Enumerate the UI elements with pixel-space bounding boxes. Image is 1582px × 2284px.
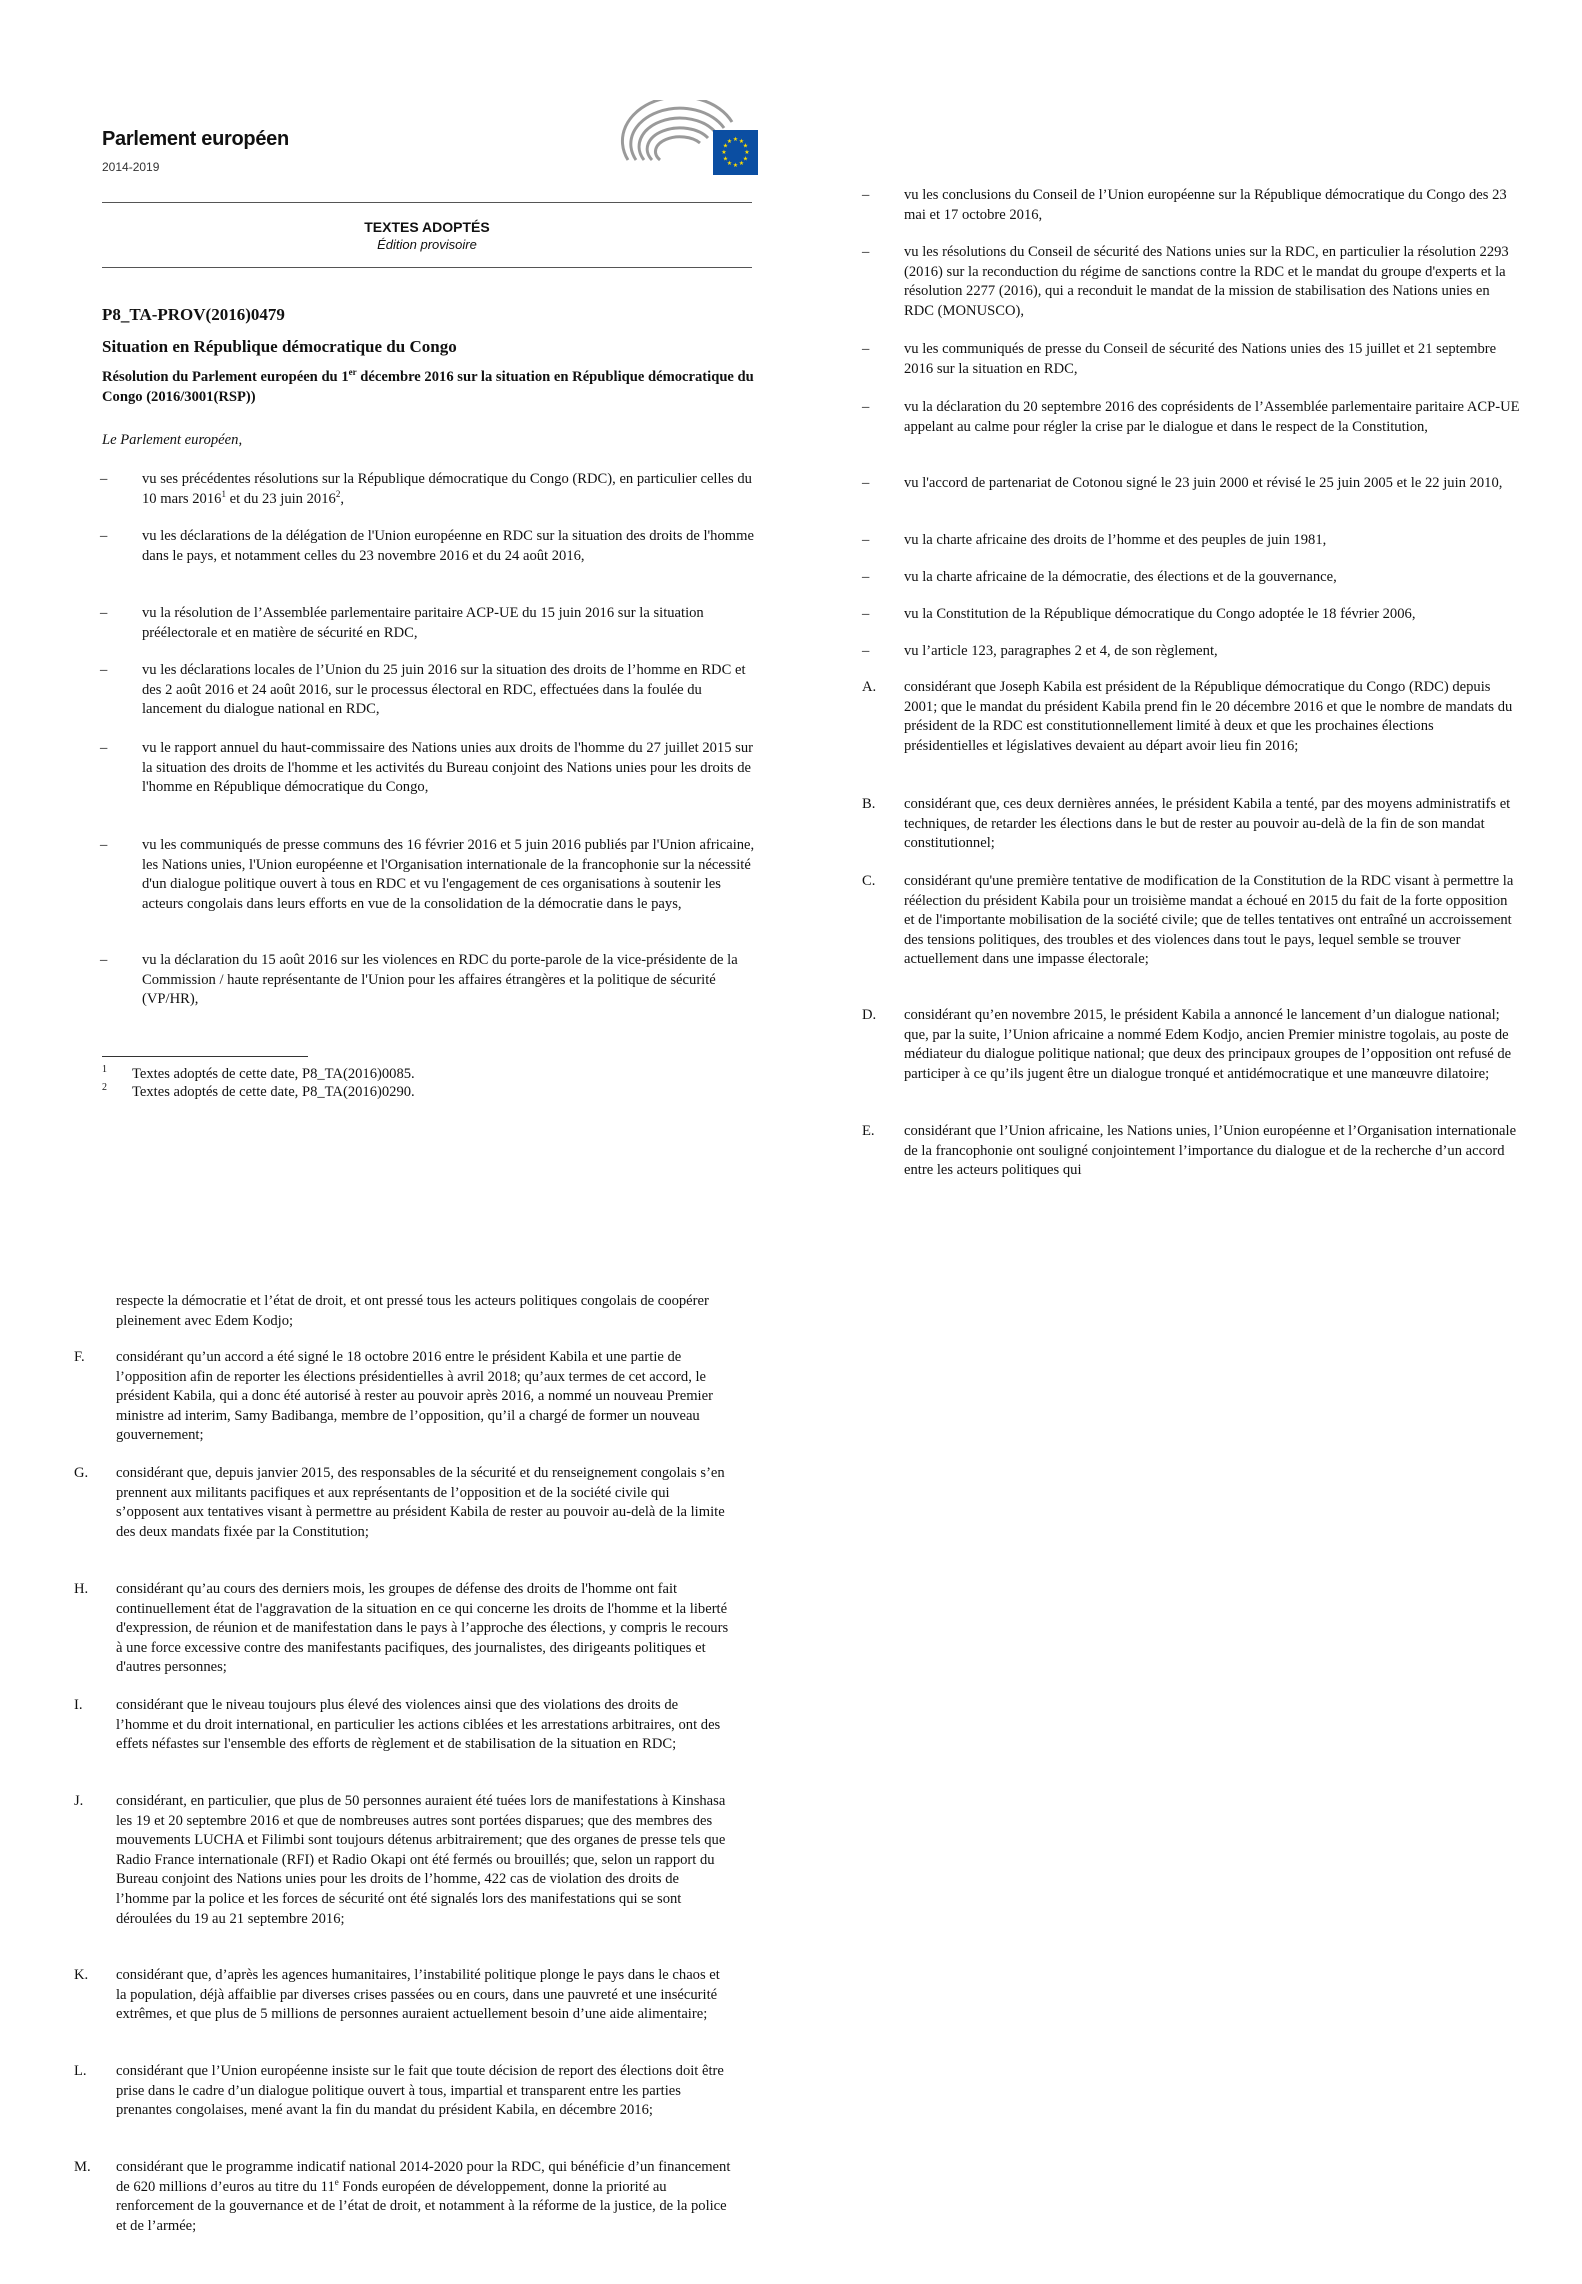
recital-text: considérant que, depuis janvier 2015, des responsables de la sécurité et du renseignement congolais s’en prennent aux militants pacifiques et aux représentants de l’opposition et de la société civile qui s’opposent aux tentatives visant à permettre au président Kabila de rester au pouvoir au-delà de la limite des deux mandats fixée par la Constitution;	[116, 1465, 725, 1540]
svg-text:★: ★	[742, 155, 749, 163]
footnote-separator	[102, 1056, 308, 1057]
recital-text: considérant que, ces deux dernières années, le président Kabila a tenté, par des moyens administratifs et techniques, de retarder les élections dans le but de rester au pouvoir au-delà de la fin de son mandat constitutionnel;	[904, 796, 1511, 852]
svg-text:★: ★	[742, 142, 749, 150]
header-divider-top	[102, 202, 752, 203]
subtitle-part-2: décembre 2016 sur la situation en République démocratique du Congo (2016/3001(RSP))	[102, 369, 754, 405]
citation-dash: –	[100, 837, 108, 853]
recital-label: C.	[862, 873, 876, 889]
recital-text: considérant que le niveau toujours plus élevé des violences ainsi que des violations des droits de l’homme et du droit international, en particulier les actions ciblées et les arrestations arbitraires, ont des effets néfastes sur l'ensemble des efforts de règlement et de stabilisation de la situation en RDC;	[116, 1697, 721, 1753]
citation-text: vu la résolution de l’Assemblée parlementaire paritaire ACP-UE du 15 juin 2016 sur la situation préélectorale et en matière de sécurité en RDC,	[142, 605, 704, 641]
document-subtitle	[102, 368, 762, 407]
recital-text: considérant que, d’après les agences humanitaires, l’instabilité politique plonge le pays dans le chaos et la population, déjà affaiblie par diverses crises passées ou en cours, dans une pauvreté et une insécurité extrêmes, et que plus de 5 millions de personnes auraient actuellement besoin d’une aide alimentaire;	[116, 1967, 720, 2023]
citation-text: vu le rapport annuel du haut-commissaire des Nations unies aux droits de l'homme du 27 juillet 2015 sur la situation des droits de l'homme et les activités du Bureau conjoint des Nations unies pour les droits de l'homme en République démocratique du Congo,	[142, 740, 753, 796]
eu-flag-icon	[713, 130, 758, 175]
citation-text-part: vu ses précédentes résolutions sur la République démocratique du Congo (RDC), en particulier celles du 10 mars 2016	[142, 471, 752, 507]
citation-dash: –	[100, 605, 108, 621]
citation-text: vu les déclarations de la délégation de l'Union européenne en RDC sur la situation des droits de l'homme dans le pays, et notamment celles du 23 novembre 2016 et du 24 août 2016,	[142, 528, 754, 564]
parliamentary-term: 2014-2019	[102, 160, 160, 174]
citation-dash: –	[862, 475, 870, 491]
citation-text	[142, 470, 762, 509]
recital-label: I.	[74, 1697, 83, 1713]
citation-text: vu les déclarations locales de l’Union du 25 juin 2016 sur la situation des droits de l’homme en RDC et des 2 août 2016 et 24 août 2016, sur le processus électoral en RDC, effectuées dans la foulée du lancement du dialogue national en RDC,	[142, 662, 746, 718]
citation-dash: –	[100, 952, 108, 968]
recital-text: considérant, en particulier, que plus de 50 personnes auraient été tuées lors de manifestations à Kinshasa les 19 et 20 septembre 2016 et que de nombreuses autres sont portées disparues; que des membres des mouvements LUCHA et Filimbi sont toujours détenus arbitrairement; que des organes de presse tels que Radio France internationale (RFI) et Radio Okapi ont été fermés ou brouillés; que, selon un rapport du Bureau conjoint des Nations unies pour les droits de l’homme, 422 cas de violation des droits de l’homme par la police et les forces de sécurité ont été signalés lors des manifestations qui se sont déroulées du 19 au 21 septembre 2016;	[116, 1793, 726, 1927]
recital-label: L.	[74, 2063, 87, 2079]
recital-text-part: considérant que le programme indicatif national 2014-2020 pour la RDC, qui bénéficie d’un financement de 620 millions d’euros au titre du 11	[116, 2159, 731, 2195]
subtitle-part-1: Résolution du Parlement européen du 1	[102, 369, 349, 385]
citation-text: vu la charte africaine des droits de l’homme et des peuples de juin 1981,	[904, 532, 1327, 548]
svg-text:★: ★	[726, 160, 733, 167]
header-divider-bottom	[102, 267, 752, 268]
svg-text:★: ★	[732, 162, 739, 169]
svg-text:★: ★	[738, 138, 745, 145]
citation-dash: –	[862, 606, 870, 622]
citation-text: vu la déclaration du 20 septembre 2016 des coprésidents de l’Assemblée parlementaire paritaire ACP-UE appelant au calme pour régler la crise par le dialogue et dans le respect de la Constitution,	[904, 399, 1520, 435]
recital-text: considérant que Joseph Kabila est président de la République démocratique du Congo (RDC) depuis 2001; que le mandat du président Kabila prend fin le 20 décembre 2016 et que le nombre de mandats du président de la RDC est constitutionnellement limité à deux et que les prochaines élections présidentielles et législatives devaient au départ avoir lieu fin 2016;	[904, 679, 1513, 754]
svg-text:★: ★	[738, 160, 745, 167]
footnote-text: Textes adoptés de cette date, P8_TA(2016)0085.	[132, 1066, 415, 1082]
recital-text: considérant qu’au cours des derniers mois, les groupes de défense des droits de l'homme ont fait continuellement état de l'aggravation de la situation en ce qui concerne les droits de l'homme et la liberté d'expression, de réunion et de manifestation dans le pays à l’approche des élections, y compris le recours à une force excessive contre des manifestants pacifiques, des journalistes, des dirigeants politiques et d'autres personnes;	[116, 1581, 729, 1676]
recital-label: A.	[862, 679, 877, 695]
svg-text:★: ★	[732, 136, 739, 143]
citation-dash: –	[862, 643, 870, 659]
citation-dash: –	[862, 532, 870, 548]
footnote-number: 2	[102, 1082, 107, 1093]
svg-text:★: ★	[726, 138, 733, 145]
svg-text:★: ★	[722, 142, 729, 150]
citation-dash: –	[100, 662, 108, 678]
citation-text: vu la Constitution de la République démocratique du Congo adoptée le 18 février 2006,	[904, 606, 1416, 622]
recital-label: J.	[74, 1793, 84, 1809]
recital-text: considérant que l’Union africaine, les Nations unies, l’Union européenne et l’Organisation internationale de la francophonie ont souligné conjointement l’importance du dialogue et de la recherche d’un accord entre les acteurs politiques qui	[904, 1123, 1517, 1179]
footnote-ref-2[interactable]: 2	[335, 488, 341, 499]
citation-text: vu l’article 123, paragraphes 2 et 4, de son règlement,	[904, 643, 1218, 659]
edition-label: Édition provisoire	[377, 237, 477, 252]
recital-superscript: e	[334, 2176, 339, 2187]
citation-dash: –	[100, 740, 108, 756]
recital-text	[116, 2158, 732, 2236]
citation-dash: –	[862, 341, 870, 357]
citation-text: vu l'accord de partenariat de Cotonou signé le 23 juin 2000 et révisé le 25 juin 2005 et le 22 juin 2010,	[904, 475, 1503, 491]
recital-text-part: Fonds européen de développement, donne la priorité au renforcement de la gouvernance et de l’état de droit, et notamment à la réforme de la justice, de la police et de l’armée;	[116, 2178, 727, 2234]
citation-text: vu les conclusions du Conseil de l’Union européenne sur la République démocratique du Congo des 23 mai et 17 octobre 2016,	[904, 187, 1507, 223]
recital-text: considérant qu'une première tentative de modification de la Constitution de la RDC visant à permettre la réélection du président Kabila pour un troisième mandat a échoué en 2015 du fait de la forte opposition et de l'importante mobilisation de la société civile; que de telles tentatives ont entraîné un accroissement des tensions politiques, des troubles et des violences dans tout le pays, lequel semble se trouver actuellement dans une impasse électorale;	[904, 873, 1514, 968]
citation-text: vu les communiqués de presse du Conseil de sécurité des Nations unies des 15 juillet et 21 septembre 2016 sur la situation en RDC,	[904, 341, 1497, 377]
citation-text: vu la déclaration du 15 août 2016 sur les violences en RDC du porte-parole de la vice-présidente de la Commission / haute représentante de l'Union pour les affaires étrangères et la politique de sécurité (VP/HR),	[142, 952, 738, 1008]
document-type: TEXTES ADOPTÉS	[364, 219, 490, 235]
institution-name: Parlement européen	[102, 128, 289, 150]
citation-text: vu les communiqués de presse communs des 16 février 2016 et 5 juin 2016 publiés par l'Union africaine, les Nations unies, l'Union européenne et l'Organisation internationale de la francophonie sur la nécessité d'un dialogue politique ouvert à tous en RDC et vu l'engagement de ces organisations à soutenir les acteurs congolais dans leurs efforts en vue de la consolidation de la démocratie dans le pays,	[142, 837, 755, 912]
recital-label: F.	[74, 1349, 85, 1365]
document-reference: P8_TA-PROV(2016)0479	[102, 305, 285, 324]
recital-text: considérant que l’Union européenne insiste sur le fait que toute décision de report des élections doit être prise dans le cadre d’un dialogue politique ouvert à tous, impartial et transparent entre les parties prenantes congolaises, mené avant la fin du mandat du président Kabila, en décembre 2016;	[116, 2063, 724, 2119]
citation-dash: –	[100, 528, 108, 544]
recital-label: B.	[862, 796, 876, 812]
citation-text-part: ,	[340, 490, 344, 507]
recital-text: considérant qu’en novembre 2015, le président Kabila a annoncé le lancement d’un dialogue national; que, par la suite, l’Union africaine a nommé Edem Kodjo, ancien Premier ministre togolais, au poste de médiateur du dialogue politique national; que deux des principaux groupes de l’opposition ont refusé de participer à ce qu’ils jugent être un dialogue tronqué et antidémocratique et une manœuvre dilatoire;	[904, 1007, 1512, 1082]
citation-dash: –	[100, 471, 108, 487]
svg-text:★: ★	[744, 149, 750, 156]
svg-text:★: ★	[721, 149, 727, 156]
citation-dash: –	[862, 187, 870, 203]
subtitle-superscript: er	[348, 367, 357, 378]
footnote-text: Textes adoptés de cette date, P8_TA(2016)0290.	[132, 1084, 415, 1100]
footnote-number: 1	[102, 1064, 107, 1075]
recital-label: K.	[74, 1967, 89, 1983]
recital-label: H.	[74, 1581, 89, 1597]
intro-line: Le Parlement européen,	[102, 432, 243, 448]
recital-label: G.	[74, 1465, 89, 1481]
european-parliament-logo	[620, 100, 760, 178]
citation-dash: –	[862, 244, 870, 260]
recital-E-continuation: respecte la démocratie et l’état de droit, et ont pressé tous les acteurs politiques congolais de coopérer pleinement avec Edem Kodjo;	[116, 1293, 709, 1329]
citation-text: vu la charte africaine de la démocratie, des élections et de la gouvernance,	[904, 569, 1337, 585]
svg-text:★: ★	[722, 155, 729, 163]
citation-text-part: et du 23 juin 2016	[225, 490, 336, 507]
document-title: Situation en République démocratique du Congo	[102, 337, 457, 356]
recital-label: D.	[862, 1007, 877, 1023]
citation-dash: –	[862, 569, 870, 585]
footnote-ref-1[interactable]: 1	[221, 488, 226, 499]
recital-label: E.	[862, 1123, 875, 1139]
recital-label: M.	[74, 2159, 91, 2175]
citation-text: vu les résolutions du Conseil de sécurité des Nations unies sur la RDC, en particulier la résolution 2293 (2016) sur la reconduction du régime de sanctions contre la RDC et le mandat du groupe d'experts et la résolution 2277 (2016), qui a reconduit le mandat de la mission de stabilisation des Nations unies en RDC (MONUSCO),	[904, 244, 1509, 319]
citation-dash: –	[862, 399, 870, 415]
recital-text: considérant qu’un accord a été signé le 18 octobre 2016 entre le président Kabila et une partie de l’opposition afin de reporter les élections présidentielles à avril 2018; qu’aux termes de cet accord, le président Kabila, qui a donc été autorisé à rester au pouvoir après 2016, a nommé un nouveau Premier ministre ad interim, Samy Badibanga, membre de l’opposition, qu’il a chargé de former un nouveau gouvernement;	[116, 1349, 713, 1444]
